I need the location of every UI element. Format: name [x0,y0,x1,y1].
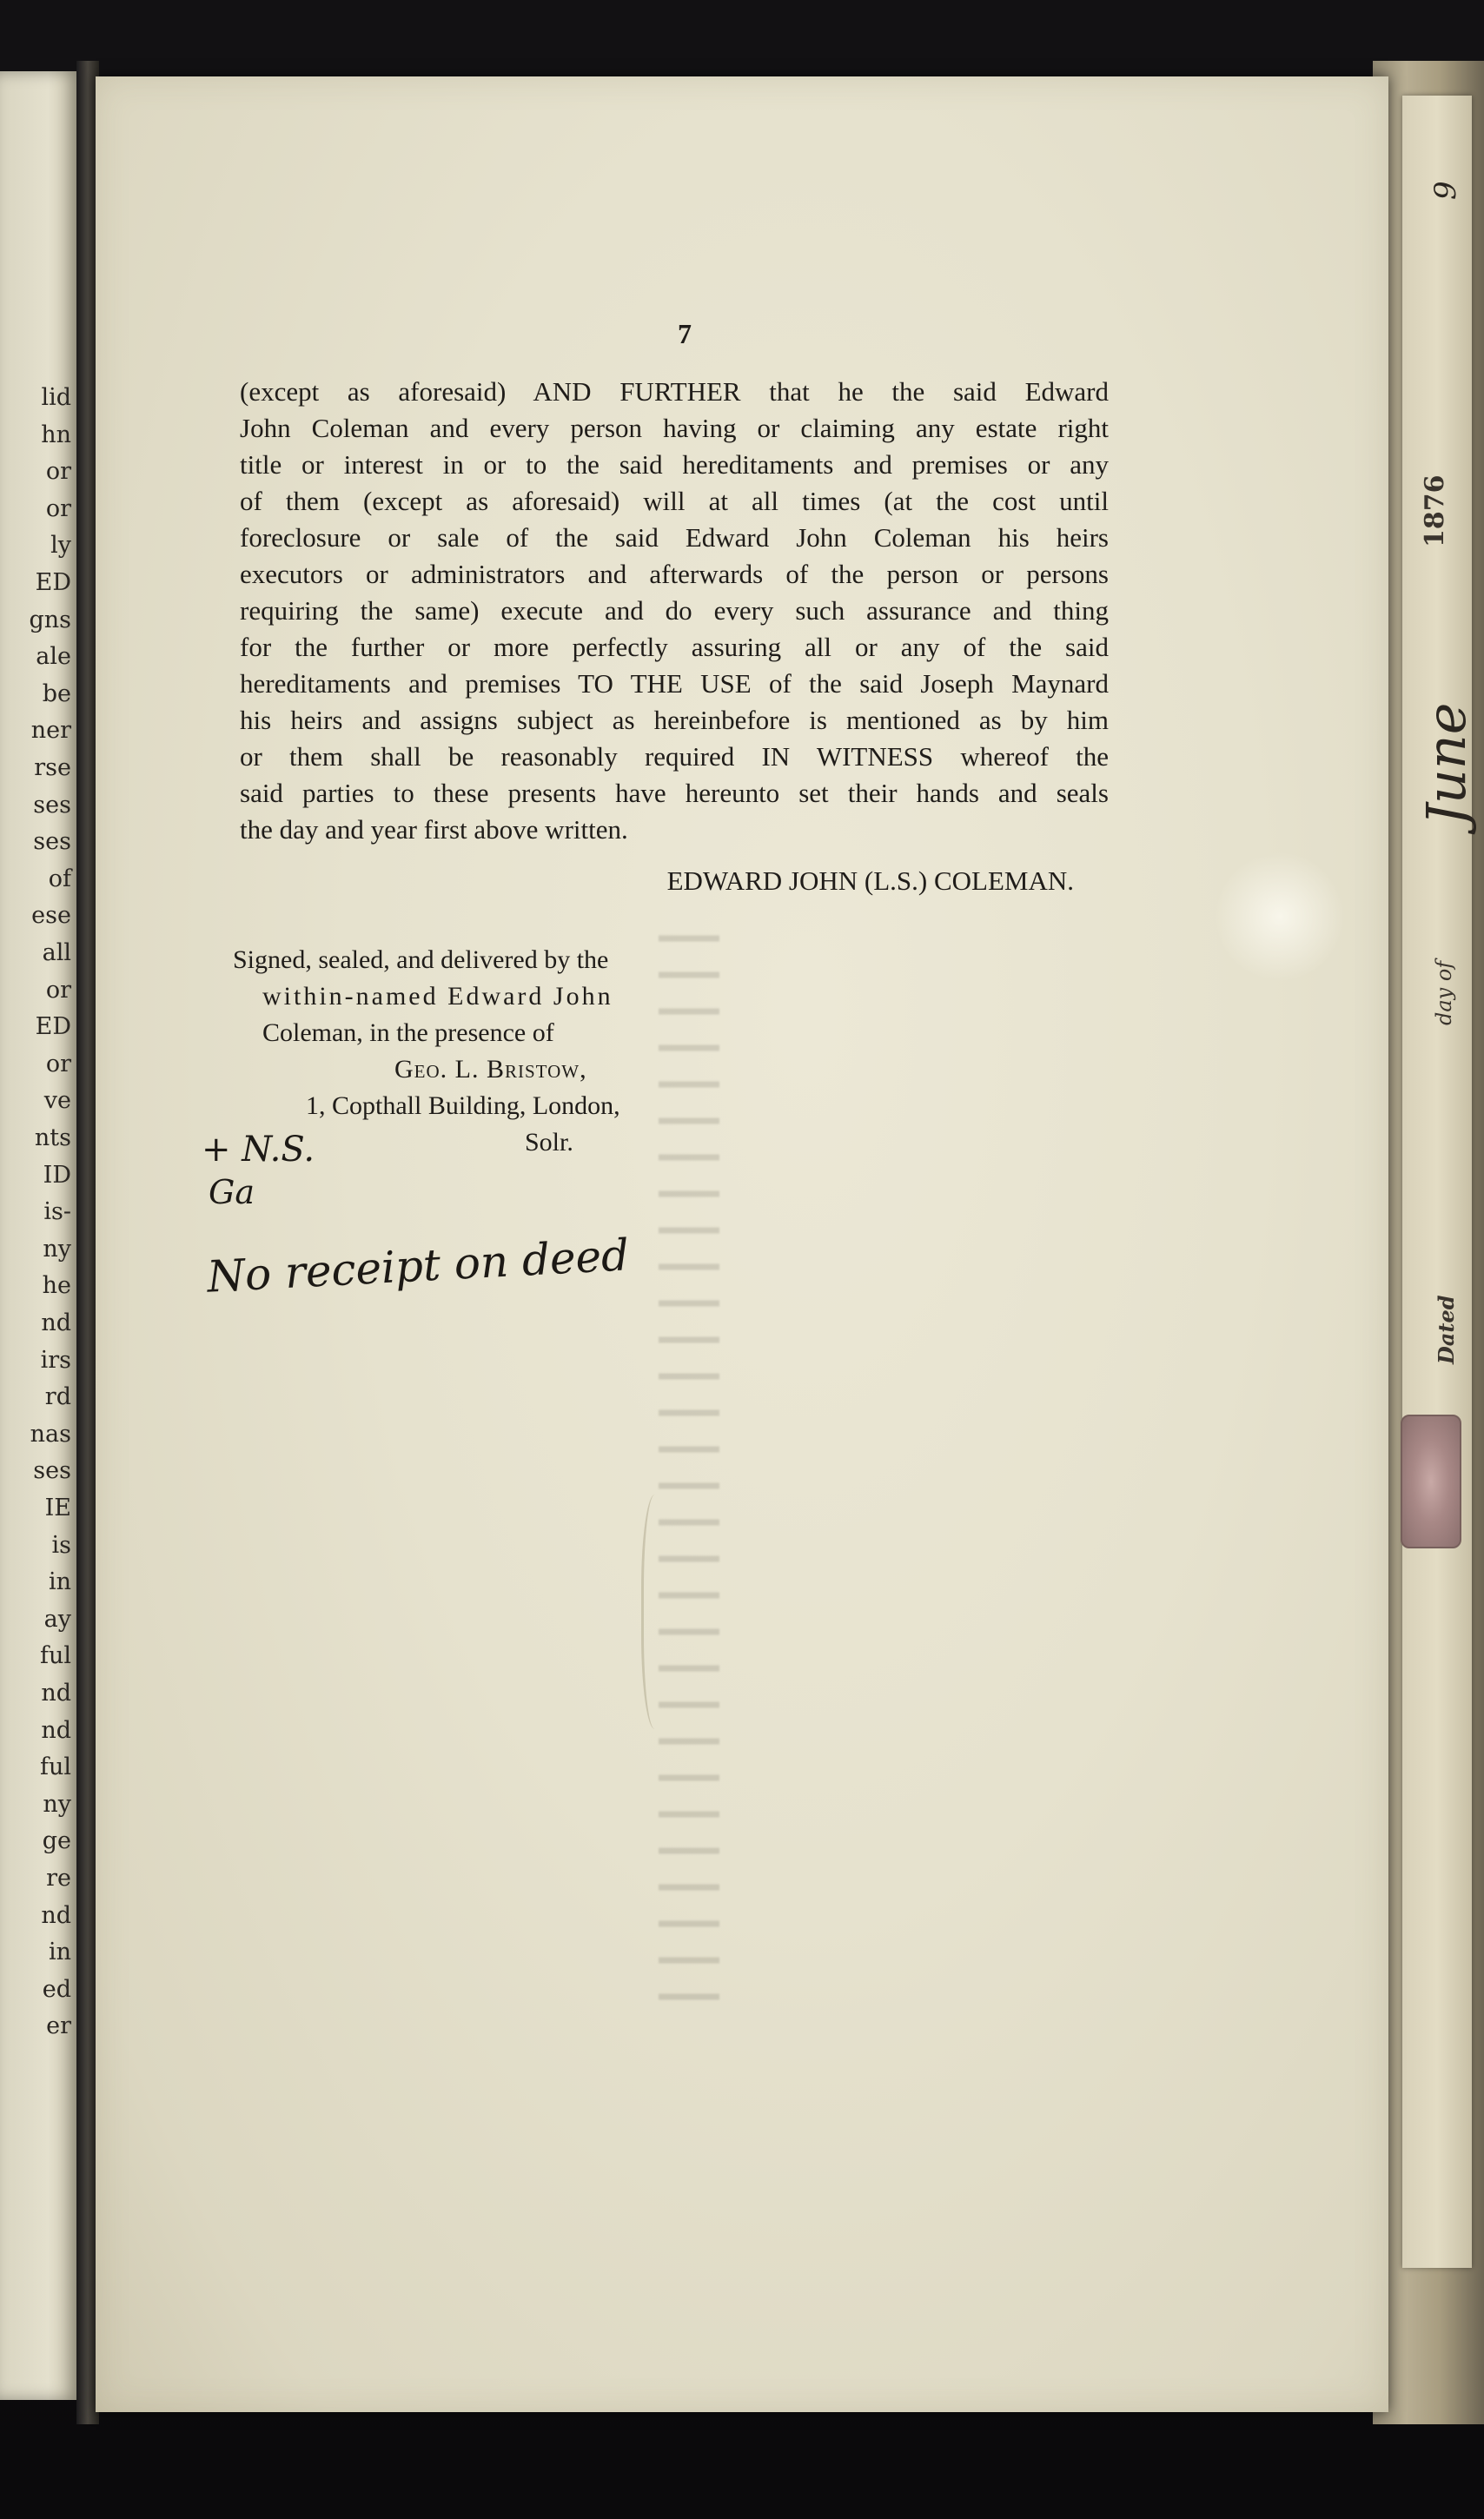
left-page-text-fragment: IE [44,1495,71,1521]
left-page-text-fragment: nd [41,1901,71,1929]
handwritten-note: No receipt on deed [205,1230,631,1303]
handwritten-initials-2: Ga [209,1173,255,1211]
attestation-line: within-named Edward John [262,982,613,1011]
body-line: or them shall be reasonably required IN WITNESS whereof the [240,741,1109,772]
left-page-text-fragment: ge [42,1827,71,1855]
docket-month: June [1414,702,1478,825]
left-page-text-fragment: nas [30,1420,71,1448]
body-line: hereditaments and premises TO THE USE of the said Joseph Maynard [240,668,1109,699]
left-page-text-fragment: ful [39,1642,71,1670]
witness-title: Solr. [525,1128,573,1157]
left-page-text-fragment: re [46,1865,71,1892]
light-glare [1215,852,1345,982]
witness-address: 1, Copthall Building, London, [306,1091,620,1120]
left-page-text-fragment: rd [44,1383,71,1411]
left-page-text-fragment: ny [43,1790,71,1818]
left-page-text-fragment: ese [31,902,71,930]
left-page-text-fragment: ses [33,791,71,819]
left-page-text-fragment: or [45,1050,71,1077]
body-line: John Coleman and every person having or claiming any estate right [240,413,1109,443]
attestation-clause [233,942,702,1161]
left-page-text-fragment: nts [34,1124,71,1151]
left-page-text-fragment: ED [35,1013,71,1041]
paper-crease [641,1495,675,1729]
body-line: requiring the same) execute and do every such assurance and thing [240,595,1109,626]
left-page-text-fragment: ly [50,532,71,560]
left-page-text-fragment: be [42,679,71,707]
left-page-text-fragment: ID [43,1161,71,1189]
left-page-text-fragment: ay [43,1605,71,1633]
left-page-text-fragment: lid [41,384,71,411]
folded-docket [1402,96,1478,2268]
deed-body-text [240,374,1109,848]
left-page-text-fragment: ses [33,1457,71,1485]
left-page-text-fragment: or [45,494,71,522]
body-line: (except as aforesaid) AND FURTHER that he the said Edward [240,376,1109,407]
left-page-text-fragment: ale [36,643,71,671]
docket-day-of: day of [1432,960,1456,1025]
body-line: of them (except as aforesaid) will at all times (at the cost until [240,486,1109,516]
body-line: foreclosure or sale of the said Edward John Coleman his heirs [240,522,1109,553]
left-page-text-fragment: hn [41,421,71,448]
left-page-text-fragment: is [51,1531,71,1559]
left-page-text-fragment: gns [29,606,71,633]
left-page-text-fragment: or [45,458,71,486]
left-page-text-fragment: in [48,1939,71,1966]
docket-year: 1876 [1420,474,1450,547]
left-page-text-fragment: nd [41,1716,71,1744]
left-page-text-fragment: all [42,939,71,966]
docket-number: 9 [1428,181,1463,200]
left-page-text-fragment: nd [41,1680,71,1707]
body-line: his heirs and assigns subject as hereinbefore is mentioned as by him [240,705,1109,735]
left-page-text-fragment: ner [30,717,71,745]
left-page-text-fragment: he [42,1272,71,1300]
left-page-text-fragment: rse [34,754,71,781]
left-page-text-fragment: nd [41,1309,71,1336]
signatory-line: EDWARD JOHN (L.S.) COLEMAN. [666,865,1074,896]
docket-dated: Dated [1434,1295,1459,1364]
left-page-text-fragment: ful [39,1753,71,1781]
left-page-text-fragment: ny [43,1235,71,1263]
left-page-text-fragment: is- [43,1198,71,1226]
attestation-line: Signed, sealed, and delivered by the [233,945,609,974]
body-line: said parties to these presents have hereunto set their hands and seals [240,778,1109,808]
left-page-text-fragment: ses [33,828,71,856]
body-line: for the further or more perfectly assuring all or any of the said [240,632,1109,662]
left-page-text-fragment: in [48,1568,71,1596]
page-number: 7 [678,318,692,349]
left-facing-page [0,71,80,2400]
left-page-text-fragment: ed [42,1975,71,2003]
left-page-text-fragment: irs [40,1346,71,1374]
witness-name: Geo. L. Bristow, [394,1055,587,1084]
body-line: the day and year first above written. [240,814,628,845]
left-page-text-fragment: ED [35,569,71,596]
left-page-text-fragment: er [46,2012,71,2040]
body-line: title or interest in or to the said hereditaments and premises or any [240,449,1109,480]
handwritten-initials: + N.S. [202,1130,315,1170]
left-page-text-fragment: or [45,976,71,1004]
revenue-stamp [1401,1415,1461,1548]
left-page-text-fragment: ve [43,1087,71,1115]
left-page-text-fragment: of [48,865,71,892]
body-line: executors or administrators and afterwards of the person or persons [240,559,1109,589]
attestation-line: Coleman, in the presence of [262,1018,554,1047]
